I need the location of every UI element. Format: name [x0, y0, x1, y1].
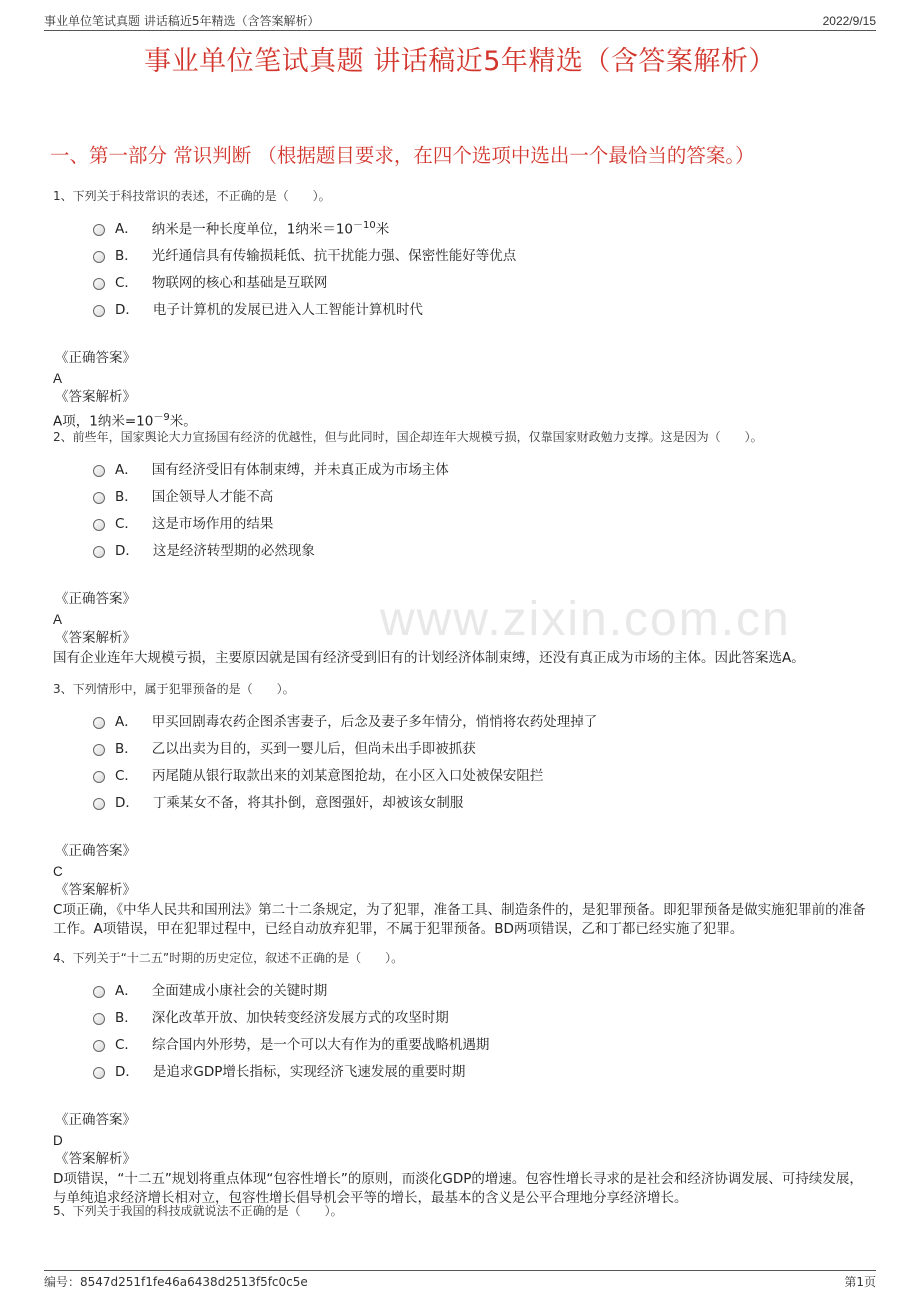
- option-letter: B．: [115, 1009, 138, 1026]
- question-text: 5、下列关于我国的科技成就说法不正确的是（ ）。: [53, 1204, 343, 1218]
- correct-answer: A: [53, 611, 63, 627]
- option-letter: D．: [115, 542, 139, 559]
- header-date: 2022/9/15: [822, 14, 876, 28]
- option-letter: A．: [115, 982, 138, 999]
- answer-block: [53, 842, 870, 940]
- option-list: [93, 213, 870, 321]
- watermark: www.zixin.com.cn: [380, 593, 791, 646]
- question-text: 3、下列情形中，属于犯罪预备的是（ ）。: [53, 682, 295, 696]
- option-letter: C．: [115, 1036, 138, 1053]
- correct-answer: C: [53, 863, 63, 879]
- option-letter: C．: [115, 767, 138, 784]
- option-a[interactable]: [93, 454, 870, 481]
- analysis-label: 《答案解析》: [55, 1151, 136, 1167]
- option-text: 这是经济转型期的必然现象: [152, 542, 315, 559]
- option-c[interactable]: [93, 508, 870, 535]
- option-d[interactable]: [93, 535, 870, 562]
- correct-answer: D: [53, 1132, 63, 1148]
- option-text: 光纤通信具有传输损耗低、抗干扰能力强、保密性能好等优点: [151, 247, 517, 264]
- option-d[interactable]: [93, 294, 870, 321]
- radio-icon[interactable]: [93, 224, 105, 236]
- option-letter: B．: [115, 488, 138, 505]
- option-list: [93, 454, 870, 562]
- option-text: 是追求GDP增长指标，实现经济飞速发展的重要时期: [152, 1063, 466, 1080]
- option-letter: A．: [115, 461, 138, 478]
- option-b[interactable]: [93, 481, 870, 508]
- correct-answer-label: 《正确答案》: [55, 350, 136, 366]
- section-heading: 一、第一部分 常识判断 （根据题目要求，在四个选项中选出一个最恰当的答案。）: [50, 144, 755, 167]
- option-d[interactable]: [93, 787, 870, 814]
- radio-icon[interactable]: [93, 278, 105, 290]
- radio-icon[interactable]: [93, 519, 105, 531]
- option-c[interactable]: [93, 267, 870, 294]
- option-letter: C．: [115, 515, 138, 532]
- radio-icon[interactable]: [93, 465, 105, 477]
- option-letter: B．: [115, 740, 138, 757]
- option-text: 国企领导人才能不高: [151, 488, 274, 505]
- correct-answer-label: 《正确答案》: [55, 591, 136, 607]
- radio-icon[interactable]: [93, 744, 105, 756]
- correct-answer-label: 《正确答案》: [55, 1112, 136, 1128]
- radio-icon[interactable]: [93, 1013, 105, 1025]
- question-1: [53, 187, 870, 432]
- radio-icon[interactable]: [93, 492, 105, 504]
- option-d[interactable]: [93, 1056, 870, 1083]
- answer-block: [53, 1111, 870, 1209]
- page-footer: [44, 1270, 876, 1289]
- option-list: [93, 975, 870, 1083]
- option-c[interactable]: [93, 760, 870, 787]
- radio-icon[interactable]: [93, 717, 105, 729]
- option-text: 乙以出卖为目的，买到一婴儿后，但尚未出手即被抓获: [151, 740, 476, 757]
- analysis-label: 《答案解析》: [55, 389, 136, 405]
- correct-answer: A: [53, 370, 63, 386]
- question-5: [53, 1202, 870, 1228]
- question-text: 4、下列关于“十二五”时期的历史定位，叙述不正确的是（ ）。: [53, 951, 404, 965]
- option-a[interactable]: [93, 975, 870, 1002]
- option-list: [93, 706, 870, 814]
- question-text: 1、下列关于科技常识的表述，不正确的是（ ）。: [53, 189, 331, 203]
- document-id: 编号：8547d251f1fe46a6438d2513f5fc0c5e: [44, 1275, 308, 1289]
- option-letter: B．: [115, 247, 138, 264]
- option-text: 电子计算机的发展已进入人工智能计算机时代: [152, 301, 423, 318]
- option-text: 丁乘某女不备，将其扑倒，意图强奸，却被该女制服: [152, 794, 464, 811]
- radio-icon[interactable]: [93, 305, 105, 317]
- question-2: [53, 428, 870, 668]
- option-text: 物联网的核心和基础是互联网: [151, 274, 328, 291]
- page-header: [44, 12, 876, 31]
- option-text: 丙尾随从银行取款出来的刘某意图抢劫，在小区入口处被保安阻拦: [151, 767, 544, 784]
- document-title: 事业单位笔试真题 讲话稿近5年精选（含答案解析）: [144, 46, 776, 77]
- option-letter: A．: [115, 713, 138, 730]
- analysis-text: 国有企业连年大规模亏损，主要原因就是国有经济受到旧有的计划经济体制束缚，还没有真正成为市场的主体。因此答案选A。: [53, 649, 805, 666]
- option-a[interactable]: [93, 706, 870, 733]
- answer-block: [53, 349, 870, 432]
- option-b[interactable]: [93, 733, 870, 760]
- analysis-text: C项正确，《中华人民共和国刑法》第二十二条规定，为了犯罪，准备工具、制造条件的，是犯罪预备。即犯罪预备是做实施犯罪前的准备工作。A项错误，甲在犯罪过程中，已经自动放弃犯罪，不属于犯罪预备。BD两项错误，乙和丁都已经实施了犯罪。: [53, 901, 866, 937]
- radio-icon[interactable]: [93, 251, 105, 263]
- correct-answer-label: 《正确答案》: [55, 843, 136, 859]
- radio-icon[interactable]: [93, 1067, 105, 1079]
- option-letter: D．: [115, 1063, 139, 1080]
- page-number: 第1页: [844, 1275, 876, 1289]
- question-3: [53, 680, 870, 940]
- radio-icon[interactable]: [93, 798, 105, 810]
- header-doc-title: 事业单位笔试真题 讲话稿近5年精选（含答案解析）: [44, 14, 320, 28]
- radio-icon[interactable]: [93, 771, 105, 783]
- option-letter: D．: [115, 794, 139, 811]
- option-text: 甲买回剧毒农药企图杀害妻子，后念及妻子多年情分，悄悄将农药处理掉了: [151, 713, 598, 730]
- option-text: 深化改革开放、加快转变经济发展方式的攻坚时期: [151, 1009, 449, 1026]
- analysis-text: A项，1纳米$=10^{-9}$米。: [53, 411, 197, 429]
- analysis-text: D项错误，“十二五”规划将重点体现“包容性增长”的原则，而淡化GDP的增速。包容性增长寻求的是社会和经济协调发展、可持续发展，与单纯追求经济增长相对立，包容性增长倡导机会平等的增长，最基本的含义是公平合理地分享经济增长。: [53, 1170, 863, 1206]
- option-text: 国有经济受旧有体制束缚，并未真正成为市场主体: [151, 461, 449, 478]
- question-4: [53, 949, 870, 1209]
- question-text: 2、前些年，国家舆论大力宣扬国有经济的优越性，但与此同时，国企却连年大规模亏损，仅靠国家财政勉力支撑。这是因为（ ）。: [53, 430, 763, 444]
- analysis-label: 《答案解析》: [55, 630, 136, 646]
- option-letter: D．: [115, 301, 139, 318]
- option-text: 综合国内外形势，是一个可以大有作为的重要战略机遇期: [151, 1036, 490, 1053]
- analysis-label: 《答案解析》: [55, 882, 136, 898]
- option-b[interactable]: [93, 240, 870, 267]
- radio-icon[interactable]: [93, 1040, 105, 1052]
- option-b[interactable]: [93, 1002, 870, 1029]
- option-a[interactable]: [93, 213, 870, 240]
- option-letter: A．: [115, 220, 138, 237]
- option-text: 纳米是一种长度单位，1纳米$=10^{-10}$米: [151, 219, 390, 238]
- option-c[interactable]: [93, 1029, 870, 1056]
- option-letter: C．: [115, 274, 138, 291]
- option-text: 这是市场作用的结果: [151, 515, 274, 532]
- option-text: 全面建成小康社会的关键时期: [151, 982, 328, 999]
- radio-icon[interactable]: [93, 986, 105, 998]
- answer-block: [53, 590, 870, 668]
- radio-icon[interactable]: [93, 546, 105, 558]
